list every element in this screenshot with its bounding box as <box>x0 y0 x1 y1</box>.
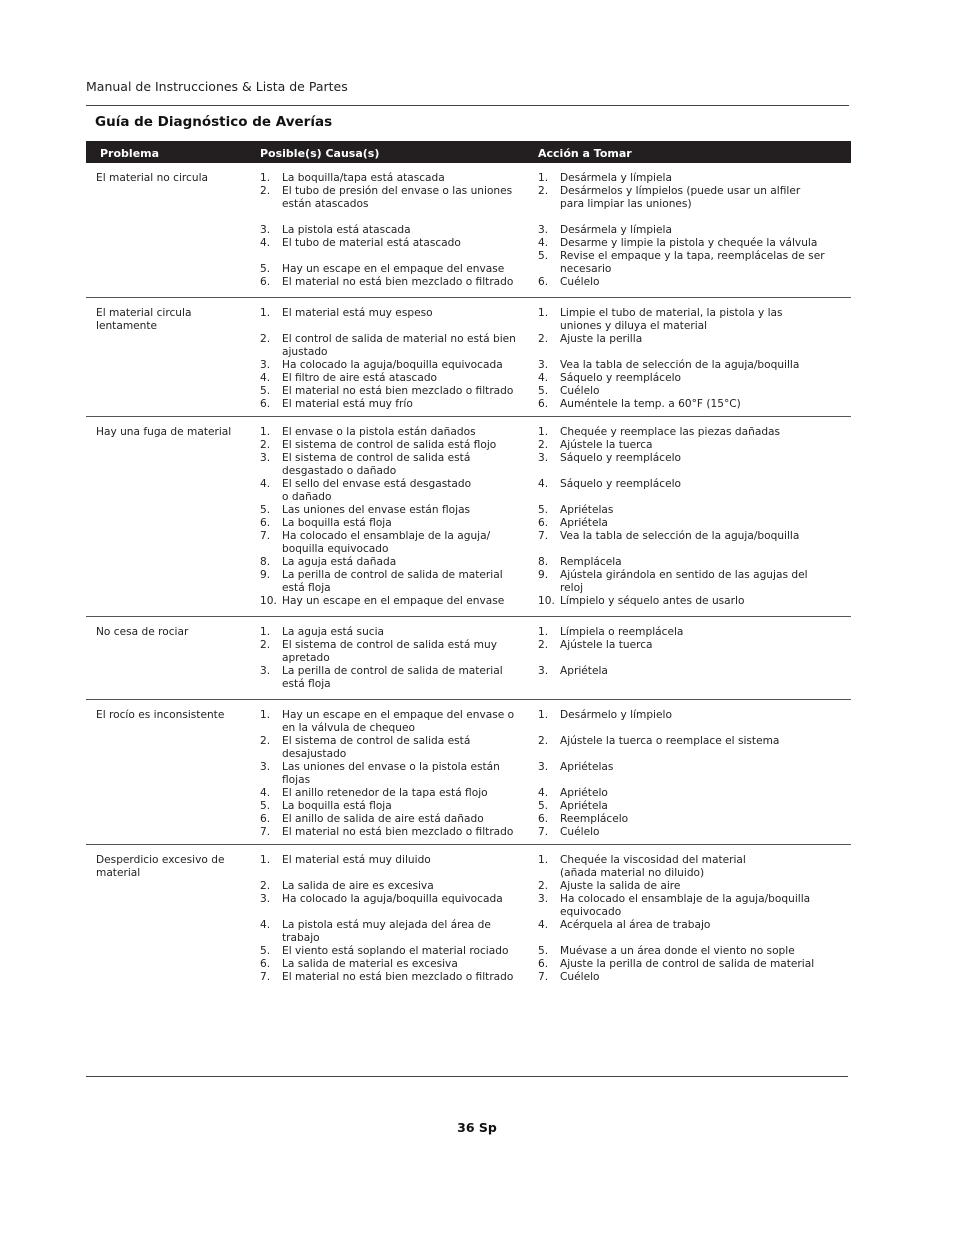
action-number: 1. <box>538 307 549 319</box>
action-text: Chequée y reemplace las piezas dañadas <box>560 426 781 438</box>
action-text: Auméntele la temp. a 60°F (15°C) <box>560 398 741 410</box>
action-item <box>538 333 642 346</box>
action-number: 3. <box>538 665 549 677</box>
cause-number: 5. <box>260 385 271 397</box>
cause-text: Las uniones del envase o la pistola están flojas <box>282 761 500 786</box>
action-item <box>538 761 613 774</box>
cause-number: 2. <box>260 333 271 345</box>
action-number: 1. <box>538 854 549 866</box>
action-text: Sáquelo y reemplácelo <box>560 478 682 490</box>
action-text: Cuélelo <box>560 276 600 288</box>
action-item <box>538 172 672 185</box>
cause-number: 3. <box>260 665 271 677</box>
cause-item <box>260 307 433 320</box>
troubleshooting-table <box>86 141 851 985</box>
action-text: Cuélelo <box>560 385 600 397</box>
cause-text: El material no está bien mezclado o filtrado <box>282 385 514 397</box>
cause-item <box>260 945 508 958</box>
action-text: Ajuste la salida de aire <box>560 880 681 892</box>
action-number: 6. <box>538 517 549 529</box>
header-divider <box>86 105 849 106</box>
cause-number: 2. <box>260 880 271 892</box>
cause-item <box>260 556 396 569</box>
running-header: Manual de Instrucciones & Lista de Partes <box>86 79 348 94</box>
action-number: 2. <box>538 333 549 345</box>
cause-number: 7. <box>260 530 271 542</box>
cause-number: 2. <box>260 639 271 651</box>
cause-item <box>260 172 445 185</box>
action-number: 4. <box>538 787 549 799</box>
cause-item <box>260 761 500 787</box>
action-number: 8. <box>538 556 549 568</box>
action-number: 5. <box>538 504 549 516</box>
action-text: Acérquela al área de trabajo <box>560 919 711 931</box>
cause-number: 6. <box>260 958 271 970</box>
action-number: 2. <box>538 439 549 451</box>
cause-number: 4. <box>260 787 271 799</box>
cause-text: La aguja está dañada <box>282 556 397 568</box>
action-text: Ajuste la perilla <box>560 333 643 345</box>
cause-item <box>260 826 513 839</box>
action-number: 7. <box>538 971 549 983</box>
cause-number: 8. <box>260 556 271 568</box>
action-text: Revise el empaque y la tapa, reemplácelas de ser necesario <box>560 250 825 275</box>
table-row <box>86 617 851 700</box>
cause-text: El anillo retenedor de la tapa está flojo <box>282 787 488 799</box>
header-cause: Posible(s) Causa(s) <box>260 147 380 160</box>
action-number: 5. <box>538 800 549 812</box>
action-item <box>538 237 817 250</box>
action-item <box>538 958 814 971</box>
cause-text: Hay un escape en el empaque del envase <box>282 263 505 275</box>
action-item <box>538 556 622 569</box>
cause-number: 5. <box>260 263 271 275</box>
problem-cell: Desperdicio excesivo de material <box>96 854 225 879</box>
cause-text: El anillo de salida de aire está dañado <box>282 813 484 825</box>
section-title: Guía de Diagnóstico de Averías <box>95 114 333 130</box>
cause-number: 3. <box>260 452 271 464</box>
action-text: Ajústela girándola en sentido de las agujas del reloj <box>560 569 808 594</box>
action-item <box>538 626 683 639</box>
action-text: Vea la tabla de selección de la aguja/boquilla <box>560 359 800 371</box>
cause-item <box>260 398 413 411</box>
action-text: Apriétela <box>560 665 608 677</box>
cause-item <box>260 626 384 639</box>
cause-item <box>260 333 516 359</box>
cause-number: 5. <box>260 800 271 812</box>
cause-number: 3. <box>260 224 271 236</box>
cause-item <box>260 478 471 504</box>
action-item <box>538 826 600 839</box>
action-number: 5. <box>538 250 549 262</box>
cause-text: La pistola está muy alejada del área de trabajo <box>282 919 491 944</box>
action-item <box>538 372 681 385</box>
action-text: Cuélelo <box>560 826 600 838</box>
action-number: 2. <box>538 735 549 747</box>
action-item <box>538 504 613 517</box>
action-text: Remplácela <box>560 556 622 568</box>
cause-item <box>260 709 514 735</box>
action-item <box>538 385 600 398</box>
cause-number: 3. <box>260 893 271 905</box>
action-text: Reemplácelo <box>560 813 629 825</box>
cause-item <box>260 569 503 595</box>
action-text: Apriétela <box>560 800 608 812</box>
cause-number: 9. <box>260 569 271 581</box>
cause-item <box>260 854 431 867</box>
action-item <box>538 735 779 748</box>
cause-text: El control de salida de material no está bien ajustado <box>282 333 516 358</box>
cause-text: El sistema de control de salida está flojo <box>282 439 497 451</box>
action-item <box>538 439 653 452</box>
action-text: Cuélelo <box>560 971 600 983</box>
problem-cell: El material circula lentamente <box>96 307 192 332</box>
action-number: 6. <box>538 276 549 288</box>
action-item <box>538 452 681 465</box>
cause-item <box>260 185 512 211</box>
cause-item <box>260 263 504 276</box>
cause-item <box>260 787 488 800</box>
action-item <box>538 276 600 289</box>
cause-item <box>260 372 437 385</box>
cause-number: 1. <box>260 426 271 438</box>
action-number: 7. <box>538 826 549 838</box>
action-number: 1. <box>538 426 549 438</box>
action-text: Ajústele la tuerca o reemplace el sistema <box>560 735 780 747</box>
action-item <box>538 709 672 722</box>
cause-text: La perilla de control de salida de material está floja <box>282 665 503 690</box>
cause-text: El tubo de material está atascado <box>282 237 461 249</box>
action-text: Apriételas <box>560 504 614 516</box>
footer-divider <box>86 1076 848 1077</box>
action-number: 1. <box>538 709 549 721</box>
cause-text: El material está muy frío <box>282 398 413 410</box>
cause-text: La salida de material es excesiva <box>282 958 458 970</box>
cause-item <box>260 452 470 478</box>
cause-item <box>260 504 470 517</box>
action-text: Apriételo <box>560 787 608 799</box>
action-number: 3. <box>538 761 549 773</box>
cause-text: Ha colocado el ensamblaje de la aguja/ boquilla equivocado <box>282 530 491 555</box>
cause-item <box>260 385 513 398</box>
cause-number: 5. <box>260 504 271 516</box>
action-text: Ajústele la tuerca <box>560 439 653 451</box>
cause-number: 2. <box>260 185 271 197</box>
action-number: 7. <box>538 530 549 542</box>
action-number: 4. <box>538 919 549 931</box>
action-item <box>538 880 680 893</box>
action-item <box>538 517 608 530</box>
action-item <box>538 854 746 880</box>
action-text: Apriételas <box>560 761 614 773</box>
cause-item <box>260 893 503 906</box>
cause-text: El envase o la pistola están dañados <box>282 426 476 438</box>
action-item <box>538 800 608 813</box>
cause-item <box>260 439 496 452</box>
cause-item <box>260 359 503 372</box>
cause-number: 6. <box>260 398 271 410</box>
action-text: Desarme y limpie la pistola y chequée la válvula <box>560 237 818 249</box>
table-row <box>86 298 851 417</box>
cause-number: 2. <box>260 735 271 747</box>
problem-cell: El rocío es inconsistente <box>96 709 225 721</box>
action-number: 6. <box>538 398 549 410</box>
cause-number: 3. <box>260 761 271 773</box>
cause-text: La aguja está sucia <box>282 626 385 638</box>
action-text: Límpielo y séquelo antes de usarlo <box>560 595 745 607</box>
cause-number: 5. <box>260 945 271 957</box>
cause-number: 2. <box>260 439 271 451</box>
action-number: 3. <box>538 452 549 464</box>
action-number: 4. <box>538 372 549 384</box>
action-text: Muévase a un área donde el viento no sople <box>560 945 795 957</box>
action-item <box>538 569 808 595</box>
action-item <box>538 787 608 800</box>
cause-text: La boquilla/tapa está atascada <box>282 172 445 184</box>
table-row <box>86 163 851 298</box>
action-item <box>538 639 653 652</box>
cause-text: Hay un escape en el empaque del envase o en la válvula de chequeo <box>282 709 515 734</box>
cause-text: El material está muy diluido <box>282 854 431 866</box>
table-row <box>86 700 851 845</box>
cause-text: El material no está bien mezclado o filtrado <box>282 826 514 838</box>
action-number: 3. <box>538 224 549 236</box>
cause-item <box>260 880 434 893</box>
action-item <box>538 224 672 237</box>
cause-item <box>260 595 504 608</box>
cause-number: 7. <box>260 826 271 838</box>
cause-number: 1. <box>260 307 271 319</box>
action-number: 4. <box>538 478 549 490</box>
table-row <box>86 417 851 617</box>
cause-item <box>260 426 476 439</box>
cause-item <box>260 530 490 556</box>
header-problem: Problema <box>100 147 160 160</box>
cause-item <box>260 639 497 665</box>
cause-text: Hay un escape en el empaque del envase <box>282 595 505 607</box>
action-item <box>538 893 810 919</box>
cause-item <box>260 224 411 237</box>
action-item <box>538 945 795 958</box>
action-number: 2. <box>538 185 549 197</box>
action-number: 5. <box>538 385 549 397</box>
cause-text: La pistola está atascada <box>282 224 411 236</box>
action-item <box>538 919 710 932</box>
cause-number: 1. <box>260 709 271 721</box>
action-number: 10. <box>538 595 555 607</box>
cause-number: 4. <box>260 478 271 490</box>
cause-item <box>260 735 470 761</box>
cause-text: El tubo de presión del envase o las uniones están atascados <box>282 185 513 210</box>
cause-text: Ha colocado la aguja/boquilla equivocada <box>282 893 503 905</box>
action-text: Sáquelo y reemplácelo <box>560 372 682 384</box>
table-header <box>86 141 851 163</box>
action-number: 3. <box>538 893 549 905</box>
action-number: 2. <box>538 639 549 651</box>
cause-number: 4. <box>260 372 271 384</box>
cause-item <box>260 276 513 289</box>
action-item <box>538 595 744 608</box>
cause-text: El material está muy espeso <box>282 307 433 319</box>
cause-text: El sistema de control de salida está desajustado <box>282 735 471 760</box>
cause-number: 4. <box>260 919 271 931</box>
action-item <box>538 665 608 678</box>
action-item <box>538 530 799 543</box>
action-item <box>538 250 825 276</box>
action-text: Límpiela o reemplácela <box>560 626 684 638</box>
cause-text: El sello del envase está desgastado o dañado <box>282 478 472 503</box>
action-text: Desármelo y límpielo <box>560 709 672 721</box>
cause-item <box>260 958 458 971</box>
action-text: Apriétela <box>560 517 608 529</box>
cause-number: 1. <box>260 626 271 638</box>
page-number: 36 Sp <box>457 1120 497 1135</box>
action-number: 2. <box>538 880 549 892</box>
action-text: Ajústele la tuerca <box>560 639 653 651</box>
cause-number: 1. <box>260 172 271 184</box>
header-action: Acción a Tomar <box>538 147 632 160</box>
cause-number: 1. <box>260 854 271 866</box>
action-number: 9. <box>538 569 549 581</box>
cause-text: El material no está bien mezclado o filtrado <box>282 276 514 288</box>
action-item <box>538 185 800 211</box>
cause-text: Ha colocado la aguja/boquilla equivocada <box>282 359 503 371</box>
action-text: Desármelos y límpielos (puede usar un alfiler para limpiar las uniones) <box>560 185 801 210</box>
table-body <box>86 163 851 985</box>
action-number: 5. <box>538 945 549 957</box>
action-text: Ajuste la perilla de control de salida de material <box>560 958 815 970</box>
action-text: Desármela y límpiela <box>560 172 672 184</box>
cause-text: El sistema de control de salida está desgastado o dañado <box>282 452 471 477</box>
cause-item <box>260 800 392 813</box>
cause-item <box>260 919 491 945</box>
cause-text: El material no está bien mezclado o filtrado <box>282 971 514 983</box>
action-text: Chequée la viscosidad del material (añada material no diluido) <box>560 854 746 879</box>
action-number: 1. <box>538 626 549 638</box>
problem-cell: No cesa de rociar <box>96 626 189 638</box>
cause-number: 3. <box>260 359 271 371</box>
cause-text: El viento está soplando el material rociado <box>282 945 509 957</box>
action-item <box>538 813 628 826</box>
action-item <box>538 359 799 372</box>
cause-item <box>260 971 513 984</box>
action-number: 4. <box>538 237 549 249</box>
cause-text: El sistema de control de salida está muy apretado <box>282 639 497 664</box>
cause-number: 7. <box>260 971 271 983</box>
cause-number: 4. <box>260 237 271 249</box>
problem-cell: El material no circula <box>96 172 209 184</box>
action-text: Vea la tabla de selección de la aguja/boquilla <box>560 530 800 542</box>
action-number: 3. <box>538 359 549 371</box>
cause-item <box>260 813 484 826</box>
cause-item <box>260 517 392 530</box>
cause-text: La perilla de control de salida de material está floja <box>282 569 503 594</box>
action-item <box>538 307 783 333</box>
cause-number: 6. <box>260 276 271 288</box>
action-text: Limpie el tubo de material, la pistola y las uniones y diluya el material <box>560 307 783 332</box>
cause-number: 10. <box>260 595 277 607</box>
cause-text: El filtro de aire está atascado <box>282 372 438 384</box>
action-text: Sáquelo y reemplácelo <box>560 452 682 464</box>
cause-number: 6. <box>260 813 271 825</box>
action-item <box>538 478 681 491</box>
table-row <box>86 845 851 985</box>
action-item <box>538 971 600 984</box>
cause-text: Las uniones del envase están flojas <box>282 504 471 516</box>
action-item <box>538 426 780 439</box>
problem-cell: Hay una fuga de material <box>96 426 232 438</box>
action-text: Ha colocado el ensamblaje de la aguja/boquilla equivocado <box>560 893 811 918</box>
cause-text: La boquilla está floja <box>282 517 392 529</box>
action-number: 6. <box>538 958 549 970</box>
cause-item <box>260 665 503 691</box>
action-item <box>538 398 741 411</box>
action-text: Desármela y límpiela <box>560 224 672 236</box>
cause-number: 6. <box>260 517 271 529</box>
cause-text: La boquilla está floja <box>282 800 392 812</box>
cause-item <box>260 237 461 250</box>
cause-text: La salida de aire es excesiva <box>282 880 434 892</box>
action-number: 1. <box>538 172 549 184</box>
action-number: 6. <box>538 813 549 825</box>
